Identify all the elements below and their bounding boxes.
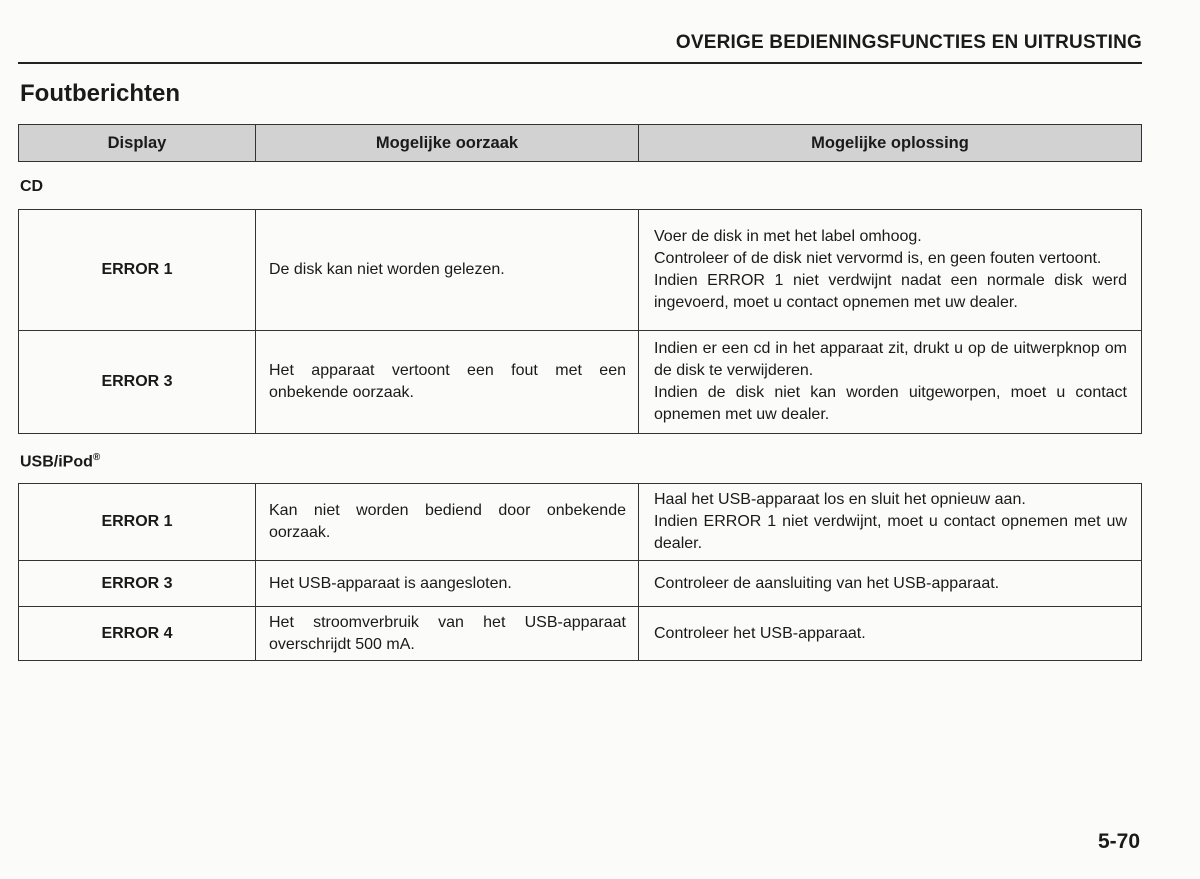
group-label-usb-text: USB/iPod — [20, 453, 93, 471]
solution-line: Haal het USB-apparaat los en sluit het opnieuw aan. — [654, 491, 1026, 508]
cd-error-table — [18, 209, 1142, 434]
cause-text: Het apparaat vertoont een fout met een onbekende oorzaak. — [256, 331, 639, 434]
table-row — [19, 331, 1142, 434]
solution-line: Controleer of de disk niet vervormd is, en geen fouten vertoont. — [654, 250, 1102, 267]
solution-cell — [639, 607, 1142, 661]
cause-text: Het stroomverbruik van het USB-apparaat overschrijdt 500 mA. — [256, 607, 639, 661]
solution-cell — [639, 331, 1142, 434]
solution-line: Indien ERROR 1 niet verdwijnt nadat een normale disk werd ingevoerd, moet u contact opnemen met uw dealer. — [654, 272, 1127, 311]
group-label-cd: CD — [20, 178, 44, 195]
solution-cell — [639, 561, 1142, 607]
solution-line: Indien de disk niet kan worden uitgeworpen, moet u contact opnemen met uw dealer. — [654, 384, 1127, 423]
header-cause: Mogelijke oorzaak — [256, 125, 639, 162]
running-head: OVERIGE BEDIENINGSFUNCTIES EN UITRUSTING — [675, 32, 1142, 53]
solution-cell — [639, 210, 1142, 331]
solution-line: Indien er een cd in het apparaat zit, drukt u op de uitwerpknop om de disk te verwijderen. — [654, 340, 1127, 379]
solution-line: Voer de disk in met het label omhoog. — [654, 228, 922, 245]
header-solution: Mogelijke oplossing — [639, 125, 1142, 162]
solution-cell — [639, 484, 1142, 561]
display-code: ERROR 1 — [19, 484, 256, 561]
column-header-table — [18, 124, 1142, 162]
usb-error-table — [18, 483, 1142, 661]
registered-mark: ® — [92, 452, 101, 463]
table-row — [19, 607, 1142, 661]
display-code: ERROR 1 — [19, 210, 256, 331]
header-display: Display — [19, 125, 256, 162]
table-row — [19, 484, 1142, 561]
section-title: Foutberichten — [20, 80, 180, 107]
header-rule — [18, 62, 1142, 64]
table-row — [19, 561, 1142, 607]
column-header-row — [19, 125, 1142, 162]
page-number: 5-70 — [1097, 830, 1140, 853]
solution-line: Controleer het USB-apparaat. — [654, 624, 866, 642]
display-code: ERROR 4 — [19, 607, 256, 661]
solution-line: Controleer de aansluiting van het USB-apparaat. — [654, 574, 1000, 592]
group-label-usb — [20, 452, 100, 471]
cause-text: De disk kan niet worden gelezen. — [256, 210, 639, 331]
solution-line: Indien ERROR 1 niet verdwijnt, moet u contact opnemen met uw dealer. — [654, 513, 1127, 552]
display-code: ERROR 3 — [19, 331, 256, 434]
cause-text: Het USB-apparaat is aangesloten. — [256, 561, 639, 607]
cause-text: Kan niet worden bediend door onbekende oorzaak. — [256, 484, 639, 561]
display-code: ERROR 3 — [19, 561, 256, 607]
table-row — [19, 210, 1142, 331]
